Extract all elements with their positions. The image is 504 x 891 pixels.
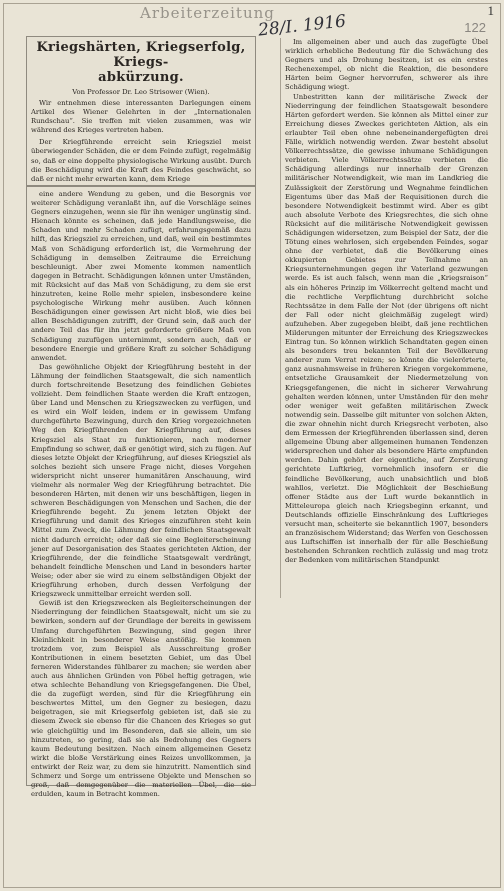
body-paragraph: Das gewöhnliche Objekt der Kriegführung besteht in der Lähmung der feindlichen Staatsgewalt, die sich namentlich durch fortschreitende Besetzung des feindlichen Gebietes vollzieht. Dem feindlichen Staate werden die Kraft entzogen, über Land und Menschen zu Kriegszwecken zu verfügen, und es wird ein Wolf leiden, indem er in gewissem Umfang durchgeführte Bezwingung, durch den Krieg vorgezeichneten Weg den Kriegführenden der Kriegführung auf, dieses Kriegsziel als Staat zu funktionieren, nach moderner Empfindung so schwer, daß er genötigt wird, sich zu fügen. Auf dieses letzte Objekt der Kriegführung, auf dieses Kriegsziel als solches bezieht sich unsere Frage nicht, dieses Vorgehen widerspricht nicht unserer humanitären Anschauung, wird vielmehr als normaler Weg der Kriegführung betrachtet. Die besonderen Härten, mit denen wir uns beschäftigen, liegen in schweren Beschädigungen von Menschen und Sachen, die der Kriegführende begeht. Zu jenem letzten Objekt der Kriegführung und damit des Krieges einzuführen steht kein Mittel zum Zweck, die Lähmung der feindlichen Staatsgewalt nicht dadurch erreicht; oder daß sie eine Begleiterscheinung jener auf Desorganisation des Staates gerichteten Aktion, der Kriegführende, der die feindliche Staatsgewalt verdrängt, behandelt feindliche Menschen und Land in besonders harter Weise; oder aber sie wird zu einem selbständigen Objekt der Kriegführung erhoben, durch dessen Verfolgung der Kriegszweck unmittelbar erreicht werden soll. xyxy=(31,362,251,599)
left-column-text xyxy=(31,190,251,799)
article-left-column xyxy=(26,186,256,799)
body-paragraph: Im allgemeinen aber und auch das zugefügte Übel wirklich erhebliche Bedeutung für die Schwächung des Gegners und als Drohung besitzen, ist es ein erstes Rechenexempel, ob nicht die Reaktion, die besondere Härten beim Gegner hervorrufen, schwerer als ihre Schädigung wiegt. xyxy=(285,38,488,92)
body-paragraph: Gewiß ist den Kriegszwecken als Begleiterscheinungen der Niederringung der feindlichen Staatsgewalt, nicht um sie zu bewirken, sondern auf der Grundlage der bereits in gewissem Umfang durchgeführten Bezwingung, sind gegen ihrer Kleinlichkeit in besonderer Weise anstößig. Sie kommen trotzdem vor, zum Beispiel als Ausschreitung großer Kontributionen in einem besetzten Gebiet, um das Übel ferneren Widerstandes fühlbarer zu machen; sie werden aber auch aus ähnlichen Gründen von Pöbel heftig getragen, wie etwa schlechte Behandlung von Kriegsgefangenen. Die Übel, die da zugefügt werden, sind für die Kriegführung ein beschwertes Mittel, um den Gegner zu besiegen, dazu beigetragen, sie mit Kriegserfolg gebieten ist, daß sie zu diesem Zweck sie ebenso für die Chancen des Krieges so gut wie gleichgültig und im Besonderen, daß sie allein, um sie hinzutreten, so gering, daß sie als Bedrohung des Gegners kaum Bedeutung besitzen. Nach einem allgemeinen Gesetz wirkt die bloße Verstärkung eines Reizes unvollkommen, ja entwirkt der Reiz war, zu dem sie hinzutritt. Namentlich sind Schmerz und Sorge um entrissene Objekte und Menschen so groß, daß demgegenüber die materiellen Übel, die sie erdulden, kaum in Betracht kommen. xyxy=(31,599,251,799)
right-column-text xyxy=(285,38,488,565)
handwritten-date: 28/I. 1916 xyxy=(257,11,347,41)
body-paragraph: Der Kriegführende erreicht sein Kriegsziel meist überwiegender Schäden, die er dem Feinde zufügt, regelmäßig so, daß er eine doppelte physiologische Wirkung ausübt. Durch die Beschädigung wird die Kraft des Feindes geschwächt, so daß er nicht mehr erwarten kann, dem Kriege xyxy=(31,138,251,183)
archive-number: 122 xyxy=(464,20,486,35)
article-right-column xyxy=(280,38,488,598)
body-paragraph: Unbestritten kann der militärische Zweck der Niederringung der feindlichen Staatsgewalt besondere Härten gefordert werden. Sie können als Mittel einer zur Erreichung dieses Zweckes gerichteten Aktion, als ein erlaubter Teil eben ohne nebeneinandergefügten drei Fälle, wirklich notwendig werden. Zwar besteht absolut Völkerrechtssätze, die gewisse inhumane Schädigungen verbieten. Viele Völkerrechtssätze verbieten die Schädigung allerdings nur innerhalb der Grenzen militärischer Notwendigkeit, wie man im Landkrieg die Zulässigkeit der Zerstörung und Wegnahme feindlichen Eigentums über das Maß der Requisitionen durch die besondere Notwendigkeit bestimmt wird. Aber es gibt auch absolute Verbote des Kriegsrechtes, die sich ohne Rücksicht auf die militärische Notwendigkeit gewissen Schädigungen widersetzen, zum Beispiel der Satz, der die Tötung eines wehrlosen, sich ergebenden Feindes, sogar ohne der verbietet, daß die Bevölkerung eines okkupierten Gebietes zur Teilnahme an Kriegsunternehmungen gegen ihr Vaterland gezwungen werde. Es ist auch falsch, wenn man die „Kriegsraison“ als ein höheres Prinzip im Völkerrecht geltend macht und die rechtliche Verpflichtung durchbricht solche Rechtssätze in dem Falle der Not (der übrigens oft nicht der Fall oder nicht gleichmäßig zugelegt wird) aufzuheben. Aber zugegeben bleibt, daß jene rechtlichen Milderungen mitunter der Erreichung des Kriegszweckes Eintrag tun. So können wirklich Schandtaten gegen einen als besonders treu bekannten Teil der Bevölkerung anderer zum Verrat reizen; so könnte die vielerörterte, ganz ausnahmsweise in früheren Kriegen vorgekommene, entsetzliche Grausamkeit der Niedermetzelung von Kriegsgefangenen, die nicht in sicherer Verwahrung gehalten werden können, unter Umständen für den mehr oder weniger weit gefaßten militärischen Zweck notwendig sein. Dasselbe gilt mitunter von solchen Akten, die zwar ohnehin nicht durch Kriegsrecht verboten, also dem Ermessen der Kriegführenden überlassen sind, deren allgemeine Übung aber allgemeinen humanen Tendenzen widersprechen und daher als besondere Härte empfunden werden. Dahin gehört der eigentliche, auf Zerstörung gerichtete Luftkrieg, vornehmlich insofern er die feindliche Bevölkerung, auch unabsichtlich und bloß wahllos, verletzt. Die Möglichkeit der Beschießung offener Städte aus der Luft wurde bekanntlich in Mitteleuropa gleich nach Kriegsbeginn erkannt, und Deutschlands offizielle Einschränkung des Luftkrieges versucht man, scheiterte sie bekanntlich 1907, besonders an französischem Widerstand; das Werfen von Geschossen aus Luftschiffen ist innerhalb der für alle Beschießung bestehenden Schranken rechtlich zulässig und mag trotz der Bedenken vom militärischen Standpunkt xyxy=(285,92,488,565)
page-number: 1 xyxy=(487,3,494,18)
article-top-block xyxy=(26,36,256,186)
headline-line-1: Kriegshärten, Kriegserfolg, Kriegs- xyxy=(36,40,246,70)
headline xyxy=(31,40,251,85)
headline-line-2: abkürzung. xyxy=(98,70,184,85)
byline: Von Professor Dr. Leo Strisower (Wien). xyxy=(72,88,210,96)
body-paragraph: eine andere Wendung zu geben, und die Besorgnis vor weiterer Schädigung veranlaßt ihn, auf die Vorschläge seines Gegners einzugehen, wenn sie für ihn weniger ungünstig sind. Hienach könnte es scheinen, daß jede Handlungsweise, die Schaden und mehr Schaden zufügt, erfahrungsgemäß dazu hilft, das Kriegsziel zu erreichen, und daß, weil ein bestimmtes Maß von Schädigung erforderlich ist, die Vermehrung der Schädigung in demselben Zeitraume die Erreichung beschleunigt. Aber zwei Momente kommen namentlich dagegen in Betracht. Schädigungen können unter Umständen, mit Rücksicht auf das Maß von Schädigung, zu dem sie erst hinzutreten, keine Rolle mehr spielen, insbesondere keine psychologische Wirkung mehr ausüben. Auch können Beschädigungen einer gewissen Art nicht bloß, wie dies bei allen Beschädigungen zutrifft, der Grund sein, daß auch der andere Teil das für ihn jetzt geforderte größere Maß von Schädigung zuzufügen unternimmt, sondern auch, daß er besondere Energie und größere Kraft zu solcher Schädigung anwendet. xyxy=(31,190,251,362)
intro-paragraph: Wir entnehmen diese interessanten Darlegungen einem Artikel des Wiener Gelehrten in der „Internationalen Rundschau“. Sie treffen mit vielen zusammen, was wir während des Krieges vertreten haben. xyxy=(31,99,251,135)
article-body-start xyxy=(31,138,251,183)
intro-text xyxy=(31,99,251,135)
masthead-stamp: Arbeiterzeitung xyxy=(140,4,275,22)
